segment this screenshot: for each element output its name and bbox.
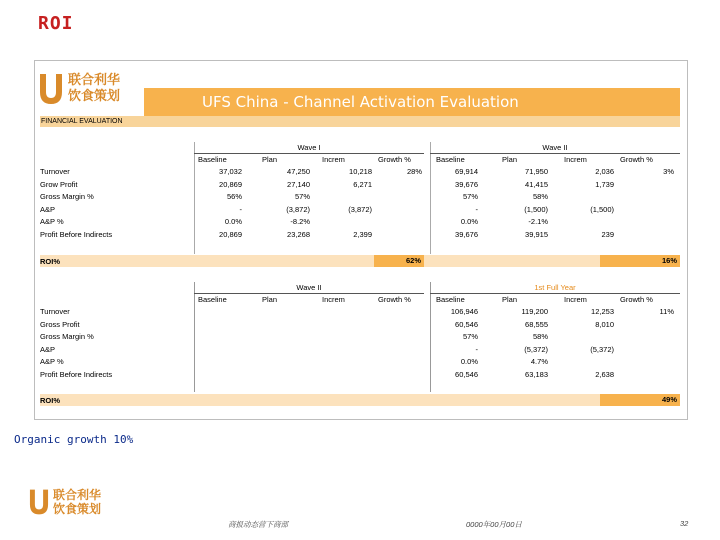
col-header-a: Growth % bbox=[378, 155, 411, 164]
page-number: 32 bbox=[680, 519, 689, 528]
value-cell: 119,200 bbox=[521, 307, 548, 316]
value-cell: 39,676 bbox=[455, 229, 478, 239]
organic-growth-note: Organic growth 10% bbox=[14, 433, 134, 446]
col-header-a: Plan bbox=[262, 295, 278, 304]
roi-row-bg bbox=[40, 394, 680, 406]
value-cell: 20,869 bbox=[219, 179, 242, 189]
value-cell: 2,399 bbox=[353, 229, 372, 239]
value-cell: 20,869 bbox=[219, 229, 242, 239]
col-header-b: Growth % bbox=[620, 295, 653, 304]
unilever-u-icon bbox=[38, 72, 64, 106]
financial-evaluation-strip: FINANCIAL EVALUATION bbox=[40, 116, 680, 127]
value-cell: 6,271 bbox=[353, 179, 372, 189]
value-cell: -8.2% bbox=[290, 217, 310, 226]
logo-text bbox=[68, 73, 120, 105]
brand-logo bbox=[38, 72, 120, 106]
value-cell: 10,218 bbox=[349, 167, 372, 176]
footer-logo-line2: 饮食策划 bbox=[53, 502, 102, 516]
logo-line2: 饮食策划 bbox=[68, 89, 121, 104]
value-cell: 60,546 bbox=[455, 369, 478, 379]
roi-value-a: 62% bbox=[374, 255, 424, 267]
row-label: Gross Profit bbox=[40, 319, 80, 329]
value-cell: (1,500) bbox=[590, 204, 614, 214]
row-label: Profit Before Indirects bbox=[40, 369, 113, 379]
value-cell: 41,415 bbox=[525, 179, 548, 189]
value-cell: (5,372) bbox=[524, 344, 548, 354]
roi-value-b: 16% bbox=[600, 255, 680, 267]
value-cell: 3% bbox=[663, 167, 674, 176]
table2-group-b: 1st Full Year bbox=[430, 283, 680, 294]
row-label: A&P bbox=[40, 344, 56, 354]
row-label: Turnover bbox=[40, 167, 70, 176]
roi-row-bg bbox=[40, 255, 680, 267]
value-cell: 2,638 bbox=[595, 369, 614, 379]
value-cell: 239 bbox=[601, 229, 614, 239]
value-cell: 39,915 bbox=[525, 229, 548, 239]
value-cell: - bbox=[475, 204, 478, 214]
value-cell: 57% bbox=[294, 192, 310, 201]
logo-line1: 联合利华 bbox=[68, 73, 121, 88]
row-label: Grow Profit bbox=[40, 179, 78, 189]
value-cell: 27,140 bbox=[287, 179, 310, 189]
row-label: Gross Margin % bbox=[40, 192, 94, 201]
value-cell: 0.0% bbox=[224, 217, 242, 226]
value-cell: 23,268 bbox=[287, 229, 310, 239]
footer-center-text: 商报动态营下商部 bbox=[228, 520, 288, 529]
value-cell: 58% bbox=[532, 332, 548, 341]
col-header-b: Baseline bbox=[436, 155, 465, 164]
row-label: A&P % bbox=[40, 357, 64, 366]
value-cell: (3,872) bbox=[348, 204, 372, 214]
col-header-b: Plan bbox=[502, 295, 518, 304]
value-cell: 8,010 bbox=[595, 319, 614, 329]
value-cell: 11% bbox=[659, 307, 674, 316]
report-banner bbox=[144, 88, 680, 116]
value-cell: 0.0% bbox=[460, 217, 478, 226]
value-cell: 106,946 bbox=[450, 307, 478, 316]
footer-logo bbox=[28, 488, 101, 516]
row-label: Gross Margin % bbox=[40, 332, 94, 341]
value-cell: 4.7% bbox=[530, 357, 548, 366]
value-cell: 47,250 bbox=[287, 167, 310, 176]
table1-group-b: Wave II bbox=[430, 143, 680, 154]
table1-group-a: Wave I bbox=[194, 143, 424, 154]
value-cell: 69,914 bbox=[455, 167, 478, 176]
footer-logo-line1: 联合利华 bbox=[53, 488, 102, 502]
col-header-a: Growth % bbox=[378, 295, 411, 304]
roi-label: ROI% bbox=[40, 257, 61, 266]
row-label: A&P % bbox=[40, 217, 64, 226]
value-cell: 56% bbox=[226, 192, 242, 201]
value-cell: 57% bbox=[462, 332, 478, 341]
col-header-a: Increm bbox=[322, 155, 345, 164]
row-label: Profit Before Indirects bbox=[40, 229, 113, 239]
value-cell: 60,546 bbox=[455, 319, 478, 329]
row-label: Turnover bbox=[40, 307, 70, 316]
col-header-b: Increm bbox=[564, 155, 587, 164]
value-cell: 71,950 bbox=[525, 167, 548, 176]
value-cell: 68,555 bbox=[525, 319, 548, 329]
footer-date: 0000年00月00日 bbox=[466, 520, 522, 529]
value-cell: 0.0% bbox=[460, 357, 478, 366]
unilever-u-icon bbox=[28, 488, 50, 516]
value-cell: 63,183 bbox=[525, 369, 548, 379]
value-cell: 12,253 bbox=[591, 307, 614, 316]
roi-value-b: 49% bbox=[600, 394, 680, 406]
col-header-b: Increm bbox=[564, 295, 587, 304]
footer-logo-text bbox=[53, 488, 101, 516]
report-title: UFS China - Channel Activation Evaluation bbox=[202, 93, 519, 111]
value-cell: 37,032 bbox=[219, 167, 242, 176]
table2-group-a: Wave II bbox=[194, 283, 424, 294]
value-cell: 58% bbox=[532, 192, 548, 201]
col-header-a: Baseline bbox=[198, 155, 227, 164]
value-cell: (3,872) bbox=[286, 204, 310, 214]
col-header-a: Increm bbox=[322, 295, 345, 304]
value-cell: 1,739 bbox=[595, 179, 614, 189]
value-cell: (1,500) bbox=[524, 204, 548, 214]
col-header-b: Plan bbox=[502, 155, 518, 164]
row-label: A&P bbox=[40, 204, 56, 214]
col-header-b: Baseline bbox=[436, 295, 465, 304]
value-cell: - bbox=[475, 344, 478, 354]
value-cell: -2.1% bbox=[528, 217, 548, 226]
value-cell: 2,036 bbox=[595, 167, 614, 176]
col-header-b: Growth % bbox=[620, 155, 653, 164]
roi-label: ROI% bbox=[40, 396, 61, 405]
value-cell: 28% bbox=[406, 167, 422, 176]
col-header-a: Baseline bbox=[198, 295, 227, 304]
value-cell: 57% bbox=[462, 192, 478, 201]
value-cell: (5,372) bbox=[590, 344, 614, 354]
col-header-a: Plan bbox=[262, 155, 278, 164]
value-cell: - bbox=[239, 204, 242, 214]
slide-title: ROI bbox=[38, 13, 74, 34]
value-cell: 39,676 bbox=[455, 179, 478, 189]
